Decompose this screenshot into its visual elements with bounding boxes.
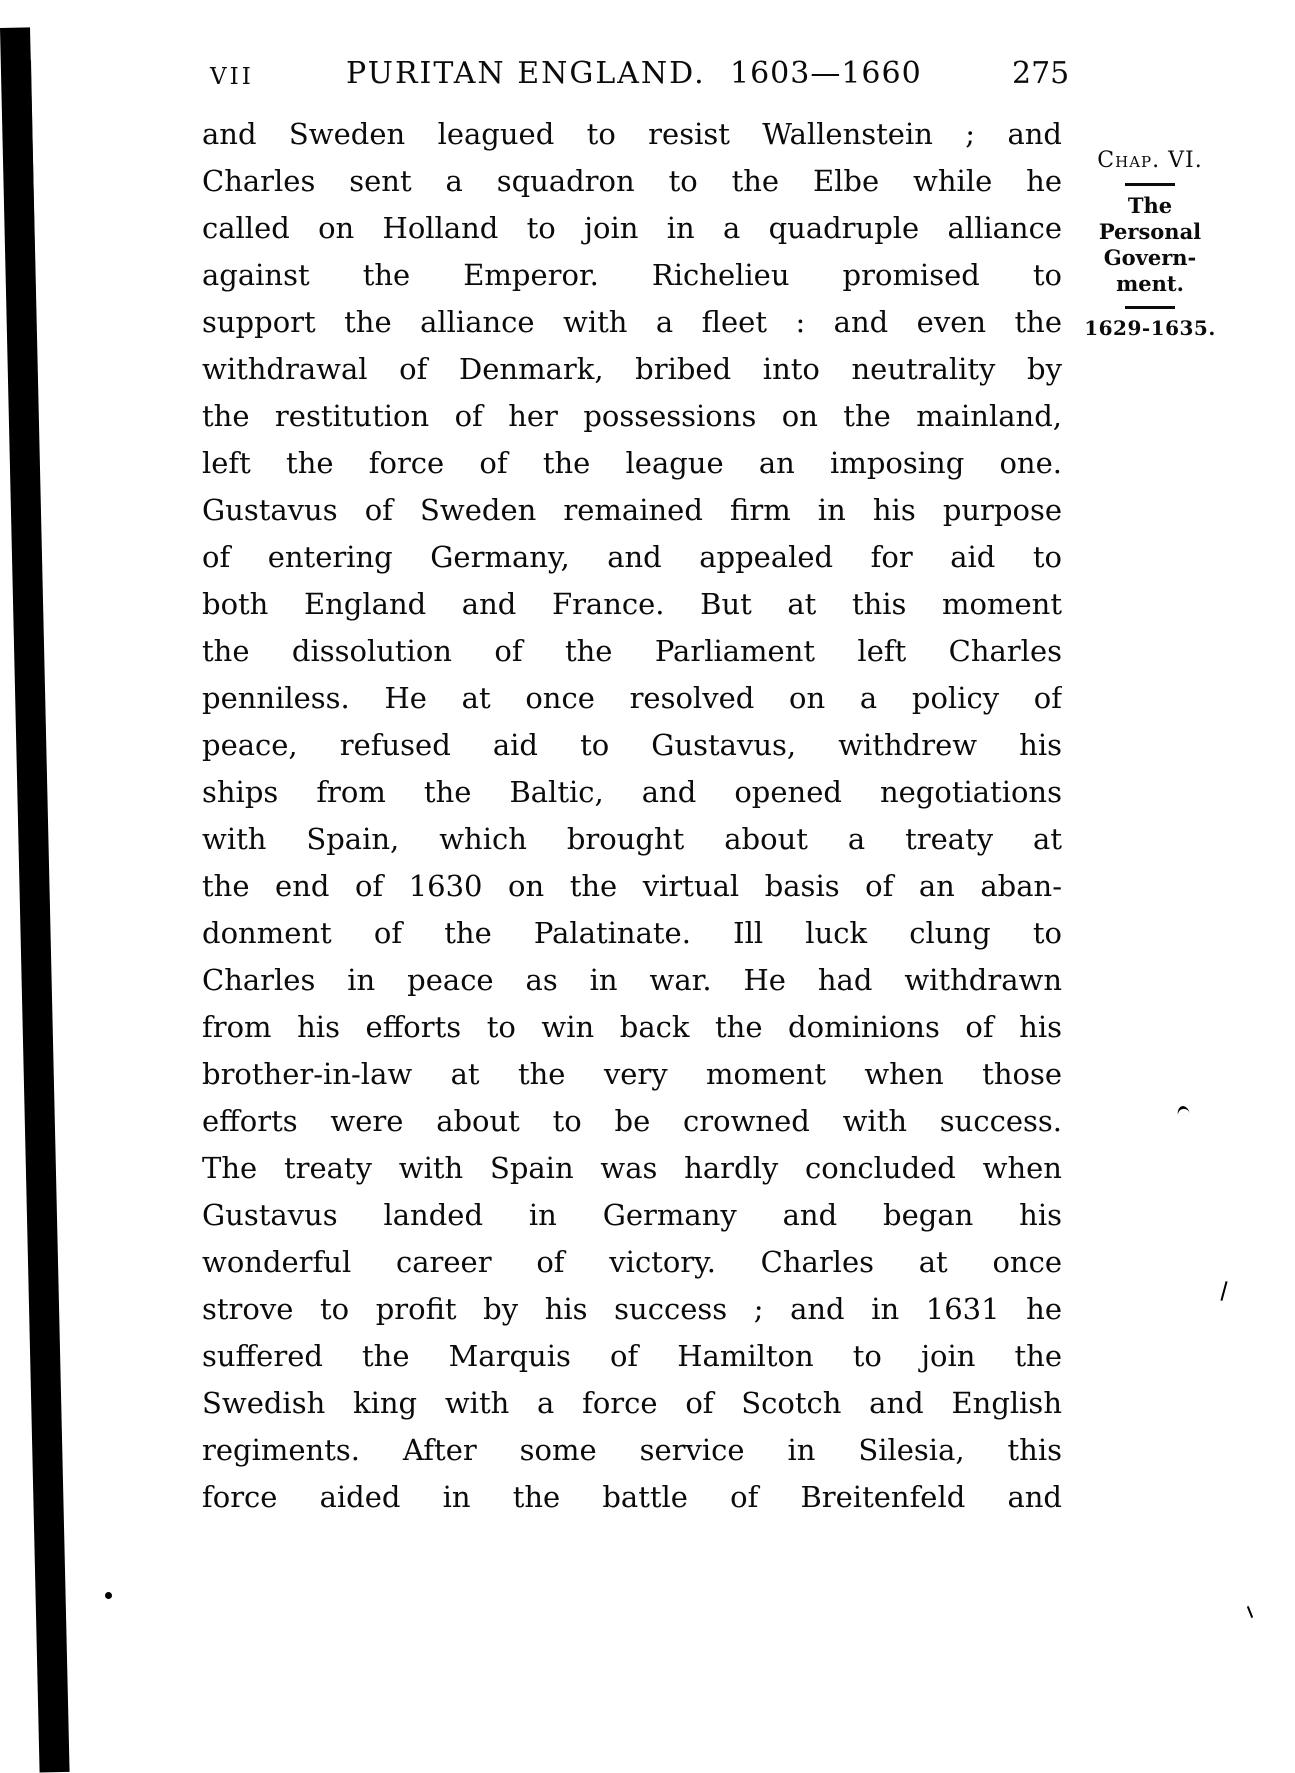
text-line: the end of 1630 on the virtual basis of an aban- [202,869,1062,903]
margin-title-line: Personal [1098,219,1202,244]
text-line: regiments. After some service in Silesia, this [202,1433,1062,1467]
margin-divider-rule-bottom [1125,306,1175,309]
margin-chapter-label: Chap. VI. [1097,148,1203,173]
text-line: penniless. He at once resolved on a policy of [202,681,1062,715]
text-line: donment of the Palatinate. Ill luck clung to [202,916,1062,950]
ink-speck-breve [1176,1105,1190,1116]
text-line: and Sweden leagued to resist Wallenstein ; and [202,117,1062,151]
text-line: peace, refused aid to Gustavus, withdrew his [202,728,1062,762]
text-line: against the Emperor. Richelieu promised to [202,258,1062,292]
ink-speck-tick [1247,1606,1253,1618]
margin-title-line: The [1127,193,1173,218]
text-line: force aided in the battle of Breitenfeld and [202,1480,1062,1514]
body-text [202,111,1062,1521]
margin-title-line: Govern- [1103,245,1197,270]
header-page-number: 275 [1012,56,1070,91]
text-line: with Spain, which brought about a treaty at [202,822,1062,856]
text-line: ships from the Baltic, and opened negotiations [202,775,1062,809]
text-line: Gustavus of Sweden remained firm in his purpose [202,493,1062,527]
text-line: wonderful career of victory. Charles at once [202,1245,1062,1279]
text-line: of entering Germany, and appealed for aid to [202,540,1062,574]
text-line: Swedish king with a force of Scotch and English [202,1386,1062,1420]
text-line: Charles sent a squadron to the Elbe while he [202,164,1062,198]
header-chapter-numeral: VII [210,64,254,90]
text-line: withdrawal of Denmark, bribed into neutrality by [202,352,1062,386]
header-date-range: 1603—1660 [730,56,922,91]
text-line: strove to profit by his success ; and in 1631 he [202,1292,1062,1326]
text-line: efforts were about to be crowned with success. [202,1104,1062,1138]
text-line: Gustavus landed in Germany and began his [202,1198,1062,1232]
text-line: The treaty with Spain was hardly concluded when [202,1151,1062,1185]
text-line: Charles in peace as in war. He had withdrawn [202,963,1062,997]
margin-title-line: ment. [1116,271,1184,296]
text-line: called on Holland to join in a quadruple alliance [202,211,1062,245]
ink-speck-slash [1220,1281,1227,1301]
text-line: support the alliance with a fleet : and even the [202,305,1062,339]
text-line: both England and France. But at this moment [202,587,1062,621]
text-line: from his efforts to win back the dominions of his [202,1010,1062,1044]
margin-title [1083,193,1217,297]
text-line: suffered the Marquis of Hamilton to join the [202,1339,1062,1373]
ink-speck-dot [105,1592,112,1599]
margin-date-range: 1629-1635. [1084,316,1216,340]
text-line: brother-in-law at the very moment when those [202,1057,1062,1091]
margin-note [1083,148,1217,340]
text-line: the restitution of her possessions on the mainland, [202,399,1062,433]
text-line: left the force of the league an imposing one. [202,446,1062,480]
text-line: the dissolution of the Parliament left Charles [202,634,1062,668]
margin-divider-rule-top [1125,183,1175,186]
header-running-title: PURITAN ENGLAND. [346,56,706,91]
